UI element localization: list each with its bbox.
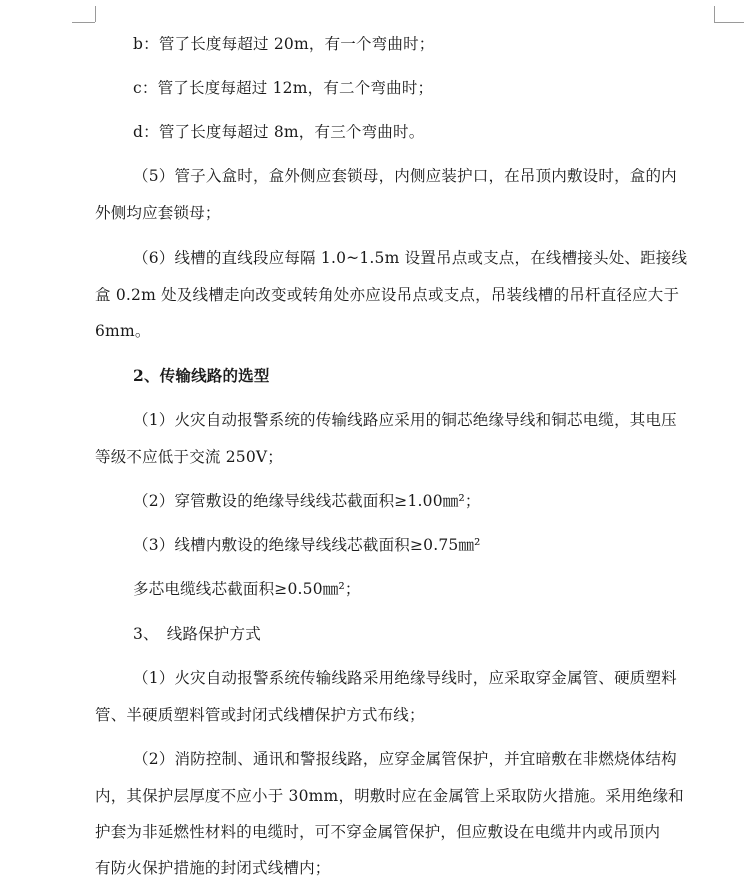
item-1-line-1: （1）火灾自动报警系统的传输线路应采用的铜芯绝缘导线和铜芯电缆，其电压 (133, 411, 677, 429)
paragraph-6-line-2: 盒 0.2m 处及线槽走向改变或转角处亦应设吊点或支点，吊装线槽的吊杆直径应大于 (95, 286, 680, 304)
paragraph-5-line-1: （5）管子入盒时，盒外侧应套锁母，内侧应装护口，在吊顶内敷设时，盒的内 (133, 167, 677, 185)
paragraph-5-line-2: 外侧均应套锁母； (95, 204, 221, 222)
item-3: （3）线槽内敷设的绝缘导线线芯截面积≥0.75㎜² (133, 536, 481, 554)
crop-mark-top-left (95, 6, 96, 22)
item-2: （2）穿管敷设的绝缘导线线芯截面积≥1.00㎜²； (133, 492, 481, 510)
paragraph-6-line-1: （6）线槽的直线段应每隔 1.0~1.5m 设置吊点或支点，在线槽接头处、距接线 (133, 249, 688, 267)
crop-mark-top-right (714, 22, 744, 23)
item-3-continued: 多芯电缆线芯截面积≥0.50㎜²； (133, 580, 361, 598)
protection-item-1-line-2: 管、半硬质塑料管或封闭式线槽保护方式布线； (95, 706, 425, 724)
item-1-line-2: 等级不应低于交流 250V； (95, 448, 284, 466)
protection-item-2-line-2: 内，其保护层厚度不应小于 30mm，明敷时应在金属管上采取防火措施。采用绝缘和 (95, 787, 684, 805)
protection-item-2-line-4: 有防火保护措施的封闭式线槽内； (95, 859, 331, 877)
list-item-d: d：管了长度每超过 8m，有三个弯曲时。 (133, 123, 425, 141)
section-heading-2: 2、传输线路的选型 (133, 366, 270, 385)
crop-mark-top-right (714, 6, 715, 22)
protection-item-1-line-1: （1）火灾自动报警系统传输线路采用绝缘导线时，应采取穿金属管、硬质塑料 (133, 669, 677, 687)
crop-mark-top-left (72, 22, 95, 23)
paragraph-6-line-3: 6mm。 (95, 322, 151, 340)
protection-item-2-line-3: 护套为非延燃性材料的电缆时，可不穿金属管保护，但应敷设在电缆井内或吊顶内 (95, 823, 661, 841)
list-item-b: b：管了长度每超过 20m，有一个弯曲时； (133, 35, 435, 53)
section-heading-3: 3、 线路保护方式 (133, 625, 261, 643)
protection-item-2-line-1: （2）消防控制、通讯和警报线路，应穿金属管保护，并宜暗敷在非燃烧体结构 (133, 750, 677, 768)
list-item-c: c：管了长度每超过 12m，有二个弯曲时； (133, 79, 434, 97)
